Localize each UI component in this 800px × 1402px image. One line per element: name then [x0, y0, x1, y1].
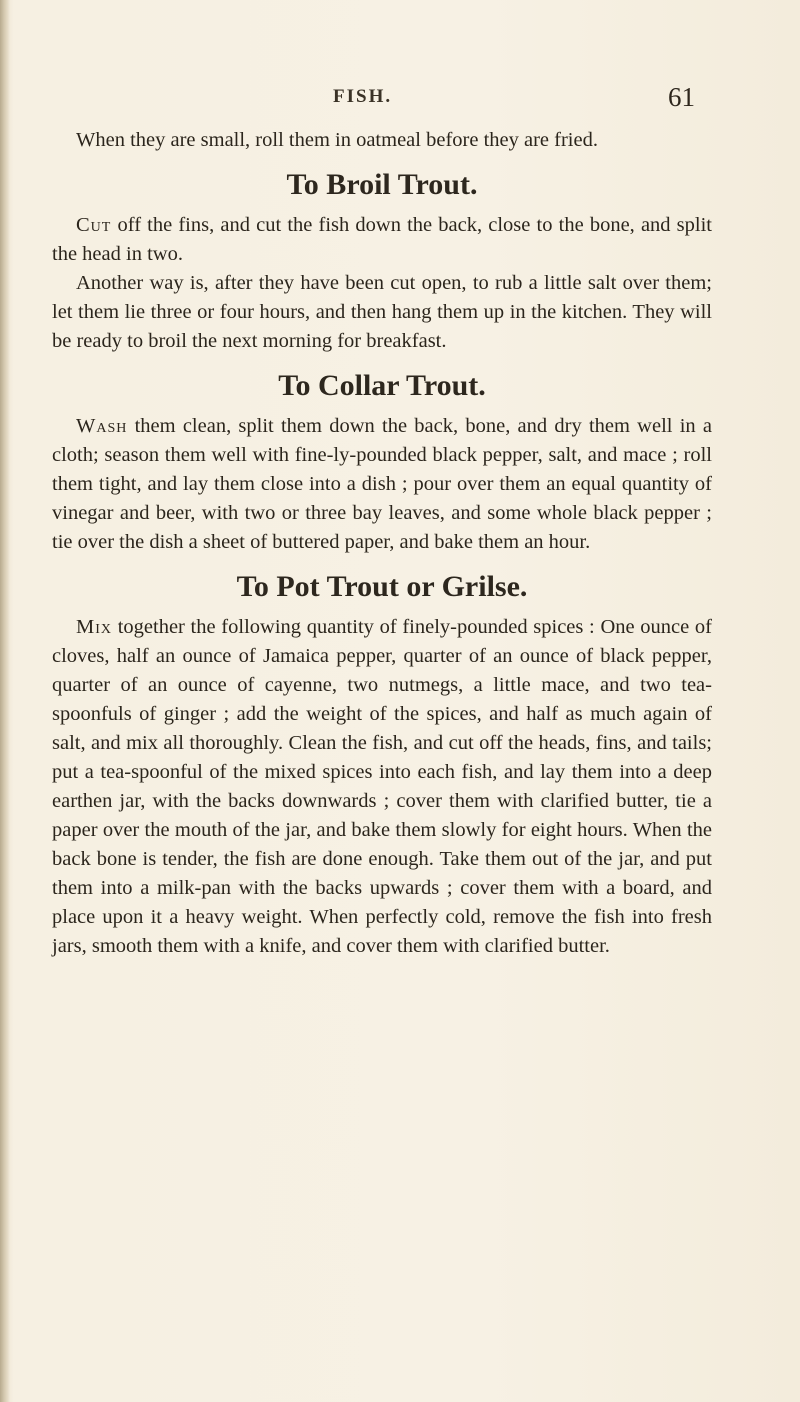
binding-shadow [0, 0, 10, 1402]
paragraph-lead-word: Mix [76, 616, 113, 638]
running-title: FISH. [333, 86, 393, 107]
paragraph-broil-1 [52, 211, 712, 269]
paragraph-collar-1 [52, 412, 712, 557]
heading-pot-trout: To Pot Trout or Grilse. [236, 570, 528, 603]
running-head [0, 82, 800, 122]
heading-collar-trout: To Collar Trout. [278, 369, 486, 402]
paragraph-lead-word: Cut [76, 214, 112, 236]
paragraph-lead-word: Wash [76, 415, 128, 437]
paragraph-text: them clean, split them down the back, bone, and dry them well in a cloth; season them well with fine-ly-pounded black pepper, salt, and mace ; roll them tight, and lay them close into a dish ; pour over them an equal quantity of vinegar and beer, with two or three bay leaves, and some whole black pepper ; tie over the dish a sheet of buttered paper, and bake them an hour. [52, 415, 712, 553]
intro-paragraph: When they are small, roll them in oatmeal before they are fried. [76, 129, 598, 151]
paragraph-text: off the fins, and cut the fish down the back, close to the bone, and split the head in two. [52, 214, 712, 265]
page-number: 61 [668, 82, 695, 112]
paragraph-text: together the following quantity of finely-pounded spices : One ounce of cloves, half an ounce of Jamaica pepper, quarter of an ounce of black pepper, quarter of an ounce of cayenne, two nutmegs, a little mace, and two tea-spoonfuls of ginger ; add the weight of the spices, and half as much again of salt, and mix all thoroughly. Clean the fish, and cut off the heads, fins, and tails; put a tea-spoonful of the mixed spices into each fish, and lay them into a deep earthen jar, with the backs downwards ; cover them with clarified butter, tie a paper over the mouth of the jar, and bake them slowly for eight hours. When the back bone is tender, the fish are done enough. Take them out of the jar, and put them into a milk-pan with the backs upwards ; cover them with a board, and place upon it a heavy weight. When perfectly cold, remove the fish into fresh jars, smooth them with a knife, and cover them with clarified butter. [52, 616, 712, 957]
page-body [52, 126, 712, 961]
heading-broil-trout: To Broil Trout. [286, 168, 478, 201]
paragraph-broil-2: Another way is, after they have been cut open, to rub a little salt over them; let them lie three or four hours, and then hang them up in the kitchen. They will be ready to broil the next morning for breakfast. [52, 272, 712, 352]
paragraph-pot-1 [52, 613, 712, 961]
